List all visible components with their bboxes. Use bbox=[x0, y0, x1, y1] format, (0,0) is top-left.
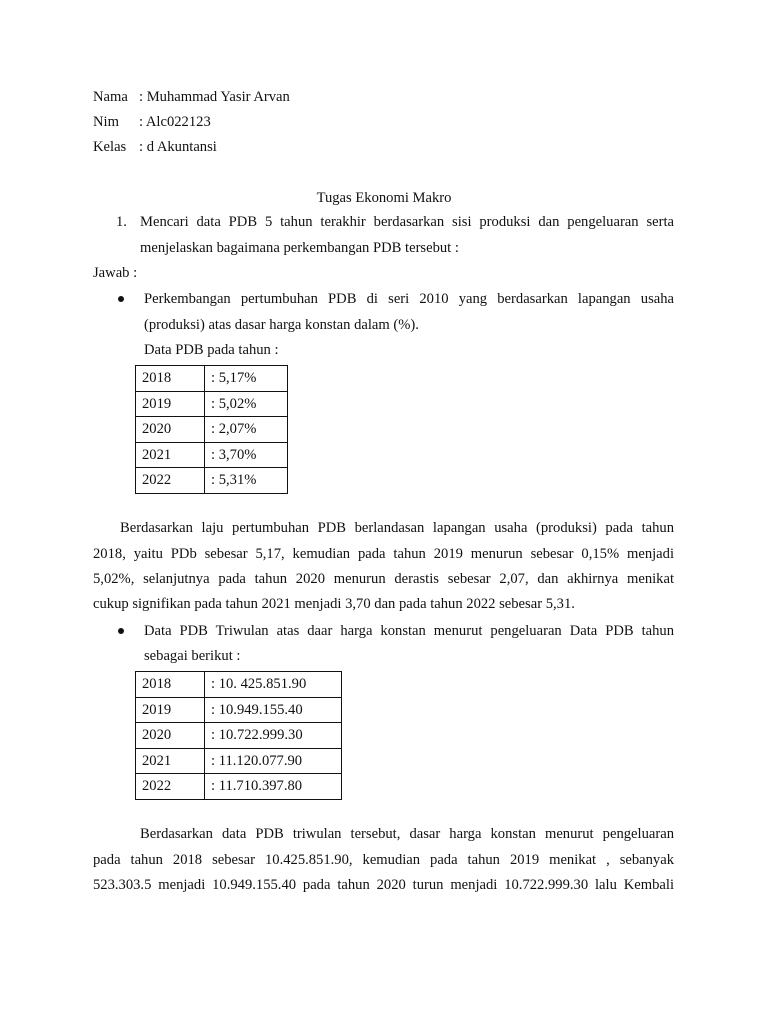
value-cell: : 5,02% bbox=[205, 391, 288, 417]
section1-data-intro: Data PDB pada tahun : bbox=[144, 342, 279, 358]
table-row bbox=[136, 417, 288, 443]
value-cell: : 2,07% bbox=[205, 417, 288, 443]
table-row bbox=[136, 672, 342, 698]
year-cell: 2018 bbox=[136, 366, 205, 392]
section2-bullet-line-2: sebagai berikut : bbox=[144, 648, 241, 664]
question-number: 1. bbox=[116, 214, 127, 230]
question-line-1: Mencari data PDB 5 tahun terakhir berdasarkan sisi produksi dan pengeluaran serta bbox=[140, 214, 674, 230]
section2-paragraph-line-1: Berdasarkan data PDB triwulan tersebut, dasar harga konstan menurut pengeluaran bbox=[140, 826, 674, 842]
table-row bbox=[136, 774, 342, 800]
section1-paragraph-line-3: 5,02%, selanjutnya pada tahun 2020 menurun derastis sebesar 2,07, dan akhirnya menikat bbox=[93, 571, 674, 587]
name-value: : Muhammad Yasir Arvan bbox=[139, 89, 290, 105]
value-cell: : 11.710.397.80 bbox=[205, 774, 342, 800]
value-cell: : 5,31% bbox=[205, 468, 288, 494]
section2-paragraph-line-3: 523.303.5 menjadi 10.949.155.40 pada tahun 2020 turun menjadi 10.722.999.30 lalu Kembali bbox=[93, 877, 674, 893]
year-cell: 2018 bbox=[136, 672, 205, 698]
class-value: : d Akuntansi bbox=[139, 139, 217, 155]
document-title: Tugas Ekonomi Makro bbox=[316, 190, 452, 206]
section1-paragraph-line-2: 2018, yaitu PDb sebesar 5,17, kemudian pada tahun 2019 menurun sebesar 0,15% menjadi bbox=[93, 546, 674, 562]
year-cell: 2020 bbox=[136, 417, 205, 443]
value-cell: : 10. 425.851.90 bbox=[205, 672, 342, 698]
year-cell: 2019 bbox=[136, 391, 205, 417]
year-cell: 2022 bbox=[136, 774, 205, 800]
name-label: Nama bbox=[93, 89, 128, 105]
table-row bbox=[136, 366, 288, 392]
section1-paragraph-line-1: Berdasarkan laju pertumbuhan PDB berlandasan lapangan usaha (produksi) pada tahun bbox=[120, 520, 674, 536]
section2-bullet-line-1: Data PDB Triwulan atas daar harga konstan menurut pengeluaran Data PDB tahun bbox=[144, 623, 674, 639]
bullet-dot-1 bbox=[118, 296, 124, 302]
year-cell: 2020 bbox=[136, 723, 205, 749]
question-line-2: menjelaskan bagaimana perkembangan PDB tersebut : bbox=[140, 240, 459, 256]
value-cell: : 10.722.999.30 bbox=[205, 723, 342, 749]
pdb-quarterly-table bbox=[135, 671, 342, 800]
section2-paragraph-line-2: pada tahun 2018 sebesar 10.425.851.90, kemudian pada tahun 2019 menikat , sebanyak bbox=[93, 852, 674, 868]
table-row bbox=[136, 723, 342, 749]
year-cell: 2021 bbox=[136, 748, 205, 774]
section1-paragraph-line-4: cukup signifikan pada tahun 2021 menjadi 3,70 dan pada tahun 2022 sebesar 5,31. bbox=[93, 596, 575, 612]
table-row bbox=[136, 468, 288, 494]
answer-label: Jawab : bbox=[93, 265, 138, 281]
year-cell: 2022 bbox=[136, 468, 205, 494]
table-row bbox=[136, 697, 342, 723]
value-cell: : 3,70% bbox=[205, 442, 288, 468]
table-row bbox=[136, 748, 342, 774]
value-cell: : 5,17% bbox=[205, 366, 288, 392]
value-cell: : 10.949.155.40 bbox=[205, 697, 342, 723]
class-label: Kelas bbox=[93, 139, 127, 155]
year-cell: 2021 bbox=[136, 442, 205, 468]
bullet-dot-2 bbox=[118, 628, 124, 634]
year-cell: 2019 bbox=[136, 697, 205, 723]
table-row bbox=[136, 442, 288, 468]
value-cell: : 11.120.077.90 bbox=[205, 748, 342, 774]
section1-bullet-line-1: Perkembangan pertumbuhan PDB di seri 2010 yang berdasarkan lapangan usaha bbox=[144, 291, 674, 307]
table-row bbox=[136, 391, 288, 417]
section1-bullet-line-2: (produksi) atas dasar harga konstan dalam (%). bbox=[144, 317, 419, 333]
pdb-growth-table bbox=[135, 365, 288, 494]
nim-label: Nim bbox=[93, 114, 119, 130]
nim-value: : Alc022123 bbox=[139, 114, 211, 130]
